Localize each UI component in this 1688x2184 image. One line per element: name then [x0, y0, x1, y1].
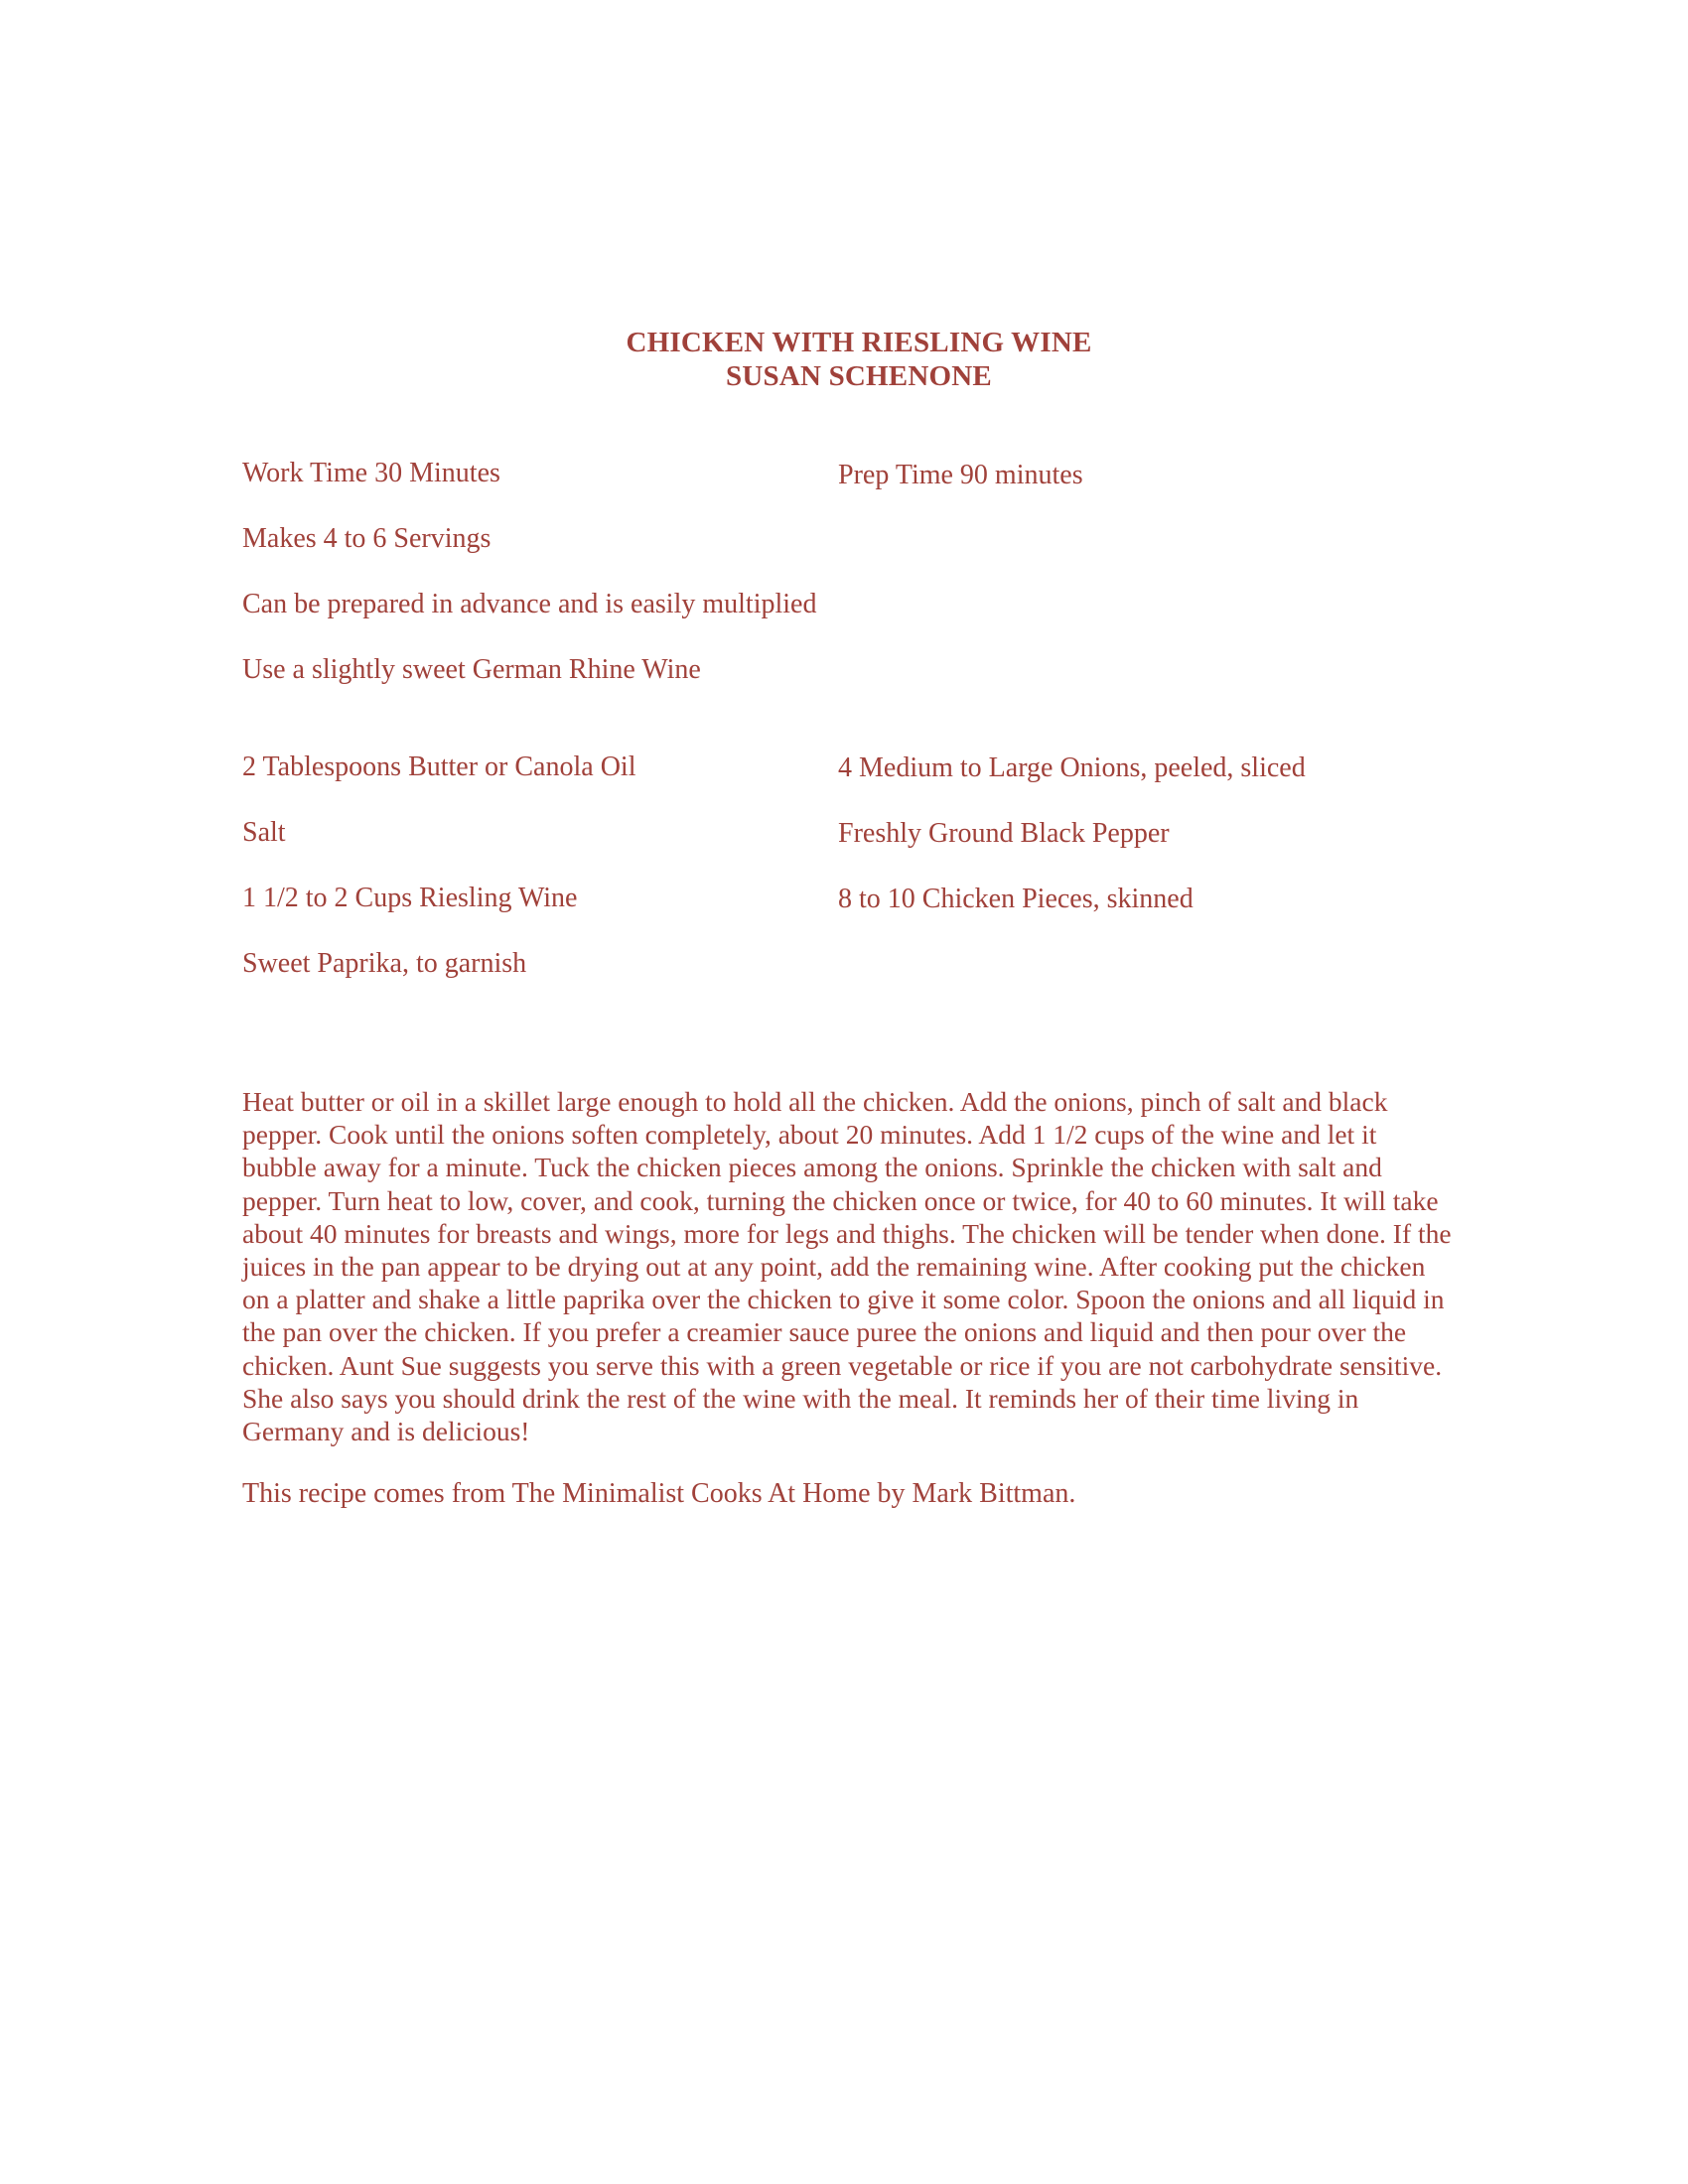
ingredient-paprika: Sweet Paprika, to garnish [242, 948, 527, 979]
recipe-title: CHICKEN WITH RIESLING WINE [626, 327, 1092, 358]
instructions-paragraph: Heat butter or oil in a skillet large enough to hold all the chicken. Add the onions, pinch of salt and black pepper. Cook until the onions soften completely, about 20 minutes. Add 1 1/2 cups of the wine and let it bubble away for a minute. Tuck the chicken pieces among the onions. Sprinkle the chicken with salt and pepper. Turn heat to low, cover, and cook, turning the chicken once or twice, for 40 to 60 minutes. It will take about 40 minutes for breasts and wings, more for legs and thighs. The chicken will be tender when done. If the juices in the pan appear to be drying out at any point, add the remaining wine. After cooking put the chicken on a platter and shake a little paprika over the chicken to give it some color. Spoon the onions and all liquid in the pan over the chicken. If you prefer a creamier sauce puree the onions and liquid and then pour over the chicken. Aunt Sue suggests you serve this with a green vegetable or rice if you are not carbohydrate sensitive. She also says you should drink the rest of the wine with the meal. It reminds her of their time living in Germany and is delicious! [242, 1086, 1452, 1447]
prep-time: Prep Time 90 minutes [838, 460, 1083, 490]
ingredient-wine: 1 1/2 to 2 Cups Riesling Wine [242, 883, 578, 913]
ingredient-onions: 4 Medium to Large Onions, peeled, sliced [838, 752, 1306, 783]
wine-note: Use a slightly sweet German Rhine Wine [242, 654, 701, 685]
ingredient-butter: 2 Tablespoons Butter or Canola Oil [242, 751, 636, 782]
recipe-source: This recipe comes from The Minimalist Cooks At Home by Mark Bittman. [242, 1478, 1076, 1509]
recipe-author: SUSAN SCHENONE [726, 360, 992, 392]
servings: Makes 4 to 6 Servings [242, 523, 492, 554]
work-time: Work Time 30 Minutes [242, 458, 500, 488]
ingredient-chicken: 8 to 10 Chicken Pieces, skinned [838, 884, 1194, 914]
advance-note: Can be prepared in advance and is easily multiplied [242, 589, 817, 619]
recipe-header [0, 326, 1688, 393]
ingredient-salt: Salt [242, 817, 286, 848]
ingredient-pepper: Freshly Ground Black Pepper [838, 818, 1170, 849]
